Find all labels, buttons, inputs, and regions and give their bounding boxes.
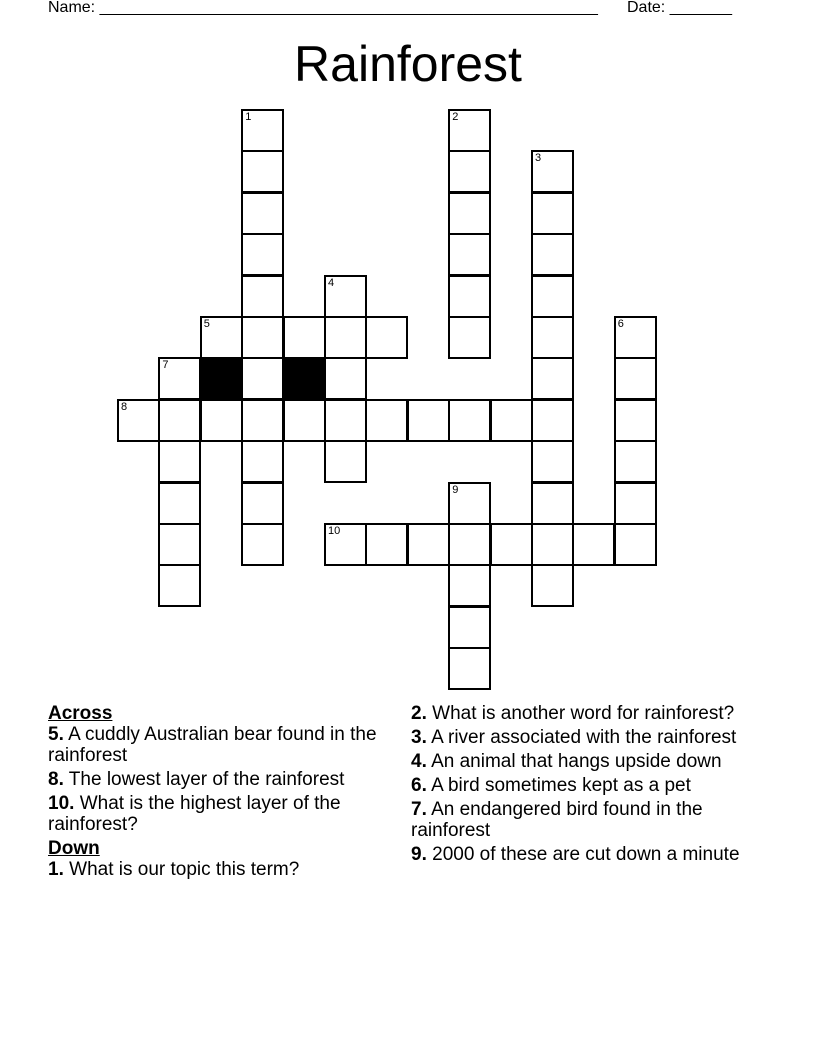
clue-number: 9 [452, 483, 459, 496]
down-clues-left [48, 859, 393, 880]
grid-cell[interactable] [158, 523, 201, 566]
grid-cell[interactable] [283, 399, 326, 442]
clue-item-number: 6. [411, 775, 427, 796]
clue-item [48, 793, 393, 835]
grid-cell[interactable] [448, 482, 491, 525]
page-title: Rainforest [294, 36, 522, 92]
grid-cell[interactable] [448, 150, 491, 193]
down-heading: Down [48, 838, 100, 859]
clues-right-column [411, 703, 756, 868]
grid-cell[interactable] [531, 316, 574, 359]
clue-number: 6 [617, 318, 624, 330]
grid-cell[interactable] [614, 357, 657, 400]
clue-item-number: 10. [48, 793, 75, 814]
clue-number: 3 [535, 152, 542, 165]
clue-item [411, 751, 756, 772]
grid-cell[interactable] [448, 109, 491, 152]
grid-cell[interactable] [241, 440, 284, 483]
grid-cell[interactable] [200, 399, 243, 442]
grid-cell[interactable] [614, 482, 657, 525]
clue-item-number: 3. [411, 727, 427, 748]
clue-number: 4 [328, 276, 335, 289]
clue-number: 10 [328, 525, 341, 537]
clue-item [411, 727, 756, 748]
grid-cell[interactable] [614, 440, 657, 483]
grid-cell[interactable] [200, 316, 243, 359]
grid-cell[interactable] [448, 399, 491, 442]
grid-cell[interactable] [614, 316, 657, 359]
grid-cell[interactable] [531, 399, 574, 442]
clue-item [48, 859, 393, 880]
grid-cell[interactable] [531, 523, 574, 566]
grid-cell[interactable] [241, 275, 284, 318]
grid-cell[interactable] [365, 399, 408, 442]
grid-cell[interactable] [448, 233, 491, 276]
clue-item-text: An endangered bird found in the rainforest [411, 799, 703, 841]
grid-cell[interactable] [241, 192, 284, 235]
grid-cell[interactable] [490, 523, 533, 566]
grid-cell[interactable] [241, 357, 284, 400]
clue-item-text: 2000 of these are cut down a minute [426, 844, 740, 865]
grid-cell[interactable] [158, 440, 201, 483]
grid-cell[interactable] [448, 606, 491, 649]
name-line[interactable]: ________________________________________________________ [99, 0, 598, 16]
grid-cell[interactable] [531, 275, 574, 318]
grid-cell[interactable] [158, 357, 201, 400]
grid-cell[interactable] [241, 482, 284, 525]
grid-cell[interactable] [448, 564, 491, 607]
grid-cell[interactable] [531, 357, 574, 400]
grid-cell[interactable] [531, 233, 574, 276]
grid-cell[interactable] [324, 440, 367, 483]
date-field[interactable] [627, 0, 732, 18]
clue-item-text: A cuddly Australian bear found in the rainforest [48, 724, 377, 766]
clue-item-text: What is the highest layer of the rainforest? [48, 793, 341, 835]
date-line[interactable]: _______ [669, 0, 732, 16]
name-label: Name: [48, 0, 100, 16]
grid-cell[interactable] [448, 523, 491, 566]
clue-item-number: 9. [411, 844, 427, 865]
grid-cell[interactable] [614, 399, 657, 442]
clue-number: 1 [245, 111, 252, 123]
grid-cell[interactable] [241, 109, 284, 152]
across-heading: Across [48, 703, 113, 724]
clue-item-text: What is our topic this term? [63, 859, 300, 880]
grid-cell[interactable] [572, 523, 615, 566]
grid-cell[interactable] [531, 150, 574, 193]
clue-item-text: A river associated with the rainforest [426, 727, 737, 748]
grid-cell-blocked [283, 357, 326, 400]
clue-item-text: A bird sometimes kept as a pet [426, 775, 691, 796]
date-label: Date: [627, 0, 670, 16]
grid-cell[interactable] [531, 440, 574, 483]
grid-cell[interactable] [614, 523, 657, 566]
grid-cell[interactable] [158, 482, 201, 525]
grid-cell[interactable] [531, 564, 574, 607]
clue-item-text: The lowest layer of the rainforest [63, 769, 345, 790]
grid-cell[interactable] [324, 316, 367, 359]
clues-left-column [48, 703, 393, 883]
down-clues-right [411, 703, 756, 865]
grid-cell[interactable] [490, 399, 533, 442]
clue-item-number: 2. [411, 703, 427, 724]
clue-item [411, 799, 756, 841]
clue-item-text: What is another word for rainforest? [426, 703, 735, 724]
grid-cell[interactable] [365, 523, 408, 566]
name-field[interactable] [48, 0, 598, 18]
grid-cell[interactable] [241, 523, 284, 566]
grid-cell[interactable] [117, 399, 160, 442]
grid-cell[interactable] [241, 150, 284, 193]
clue-item-number: 1. [48, 859, 64, 880]
clue-item [411, 775, 756, 796]
clue-item [48, 724, 393, 766]
grid-cell[interactable] [158, 399, 201, 442]
clue-item-number: 4. [411, 751, 427, 772]
grid-cell[interactable] [448, 647, 491, 690]
grid-cell[interactable] [241, 233, 284, 276]
clue-number: 8 [121, 400, 128, 413]
grid-cell[interactable] [365, 316, 408, 359]
clue-item [48, 769, 393, 790]
grid-cell[interactable] [448, 316, 491, 359]
grid-cell[interactable] [158, 564, 201, 607]
grid-cell[interactable] [448, 192, 491, 235]
clue-item-text: An animal that hangs upside down [426, 751, 722, 772]
across-clues [48, 724, 393, 835]
grid-cell[interactable] [324, 275, 367, 318]
grid-cell[interactable] [531, 482, 574, 525]
clue-number: 7 [162, 359, 169, 372]
clue-number: 5 [203, 318, 210, 330]
grid-cell[interactable] [407, 523, 450, 566]
grid-cell[interactable] [324, 399, 367, 442]
grid-cell[interactable] [448, 275, 491, 318]
clue-item-number: 5. [48, 724, 64, 745]
grid-cell[interactable] [324, 523, 367, 566]
grid-cell[interactable] [531, 192, 574, 235]
grid-cell[interactable] [324, 357, 367, 400]
grid-cell-blocked [200, 357, 243, 400]
clue-item-number: 8. [48, 769, 64, 790]
clue-item [411, 703, 756, 724]
grid-cell[interactable] [241, 399, 284, 442]
grid-cell[interactable] [283, 316, 326, 359]
grid-cell[interactable] [241, 316, 284, 359]
clue-item [411, 844, 756, 865]
clue-number: 2 [452, 111, 459, 123]
clue-item-number: 7. [411, 799, 427, 820]
grid-cell[interactable] [407, 399, 450, 442]
